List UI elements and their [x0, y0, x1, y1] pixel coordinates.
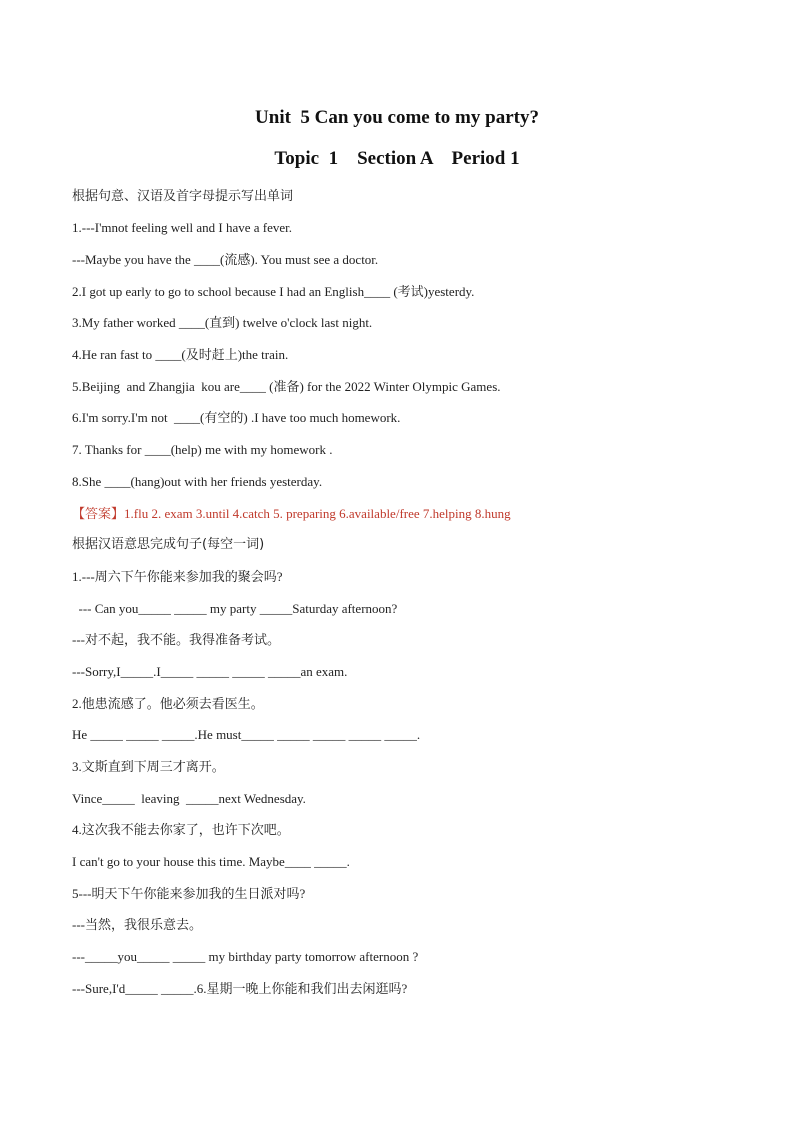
exercise-line: 5---明天下午你能来参加我的生日派对吗? — [72, 886, 306, 901]
exercise-line: 3.My father worked ____(直到) twelve o'clock last night. — [72, 315, 373, 330]
exercise-line: 1.---I'mnot feeling well and I have a fever. — [72, 220, 292, 235]
exercise-line: ---Sure,I'd_____ _____.6.星期一晚上你能和我们出去闲逛吗? — [72, 981, 408, 996]
exercise-line: 8.She ____(hang)out with her friends yesterday. — [72, 474, 323, 489]
exercise-line: 1.---周六下午你能来参加我的聚会吗? — [72, 569, 283, 584]
exercise-line: ---对不起，我不能。我得准备考试。 — [72, 632, 280, 647]
exercise-line: 4.这次我不能去你家了，也许下次吧。 — [72, 822, 290, 837]
exercise-line: 6.I'm sorry.I'm not ____(有空的) .I have too much homework. — [72, 410, 401, 425]
exercise-line: ---Sorry,I_____.I_____ _____ _____ _____an exam. — [72, 664, 348, 679]
exercise-line: ---当然，我很乐意去。 — [72, 917, 202, 932]
exercise-line: 5.Beijing and Zhangjia kou are____ (准备) for the 2022 Winter Olympic Games. — [72, 379, 501, 394]
answer-key: 【答案】1.flu 2. exam 3.until 4.catch 5. preparing 6.available/free 7.helping 8.hung — [72, 506, 511, 521]
exercise-line: Vince_____ leaving _____next Wednesday. — [72, 791, 306, 806]
exercise-line: I can't go to your house this time. Maybe____ _____. — [72, 854, 350, 869]
exercise-line: --- Can you_____ _____ my party _____Saturday afternoon? — [72, 601, 398, 616]
exercise-line: 2.I got up early to go to school because I had an English____ (考试)yesterdy. — [72, 284, 475, 299]
exercise-line: 4.He ran fast to ____(及时赶上)the train. — [72, 347, 289, 362]
section-title: Topic 1 Section A Period 1 — [274, 148, 520, 169]
exercise-line: He _____ _____ _____.He must_____ _____ _____ _____ _____. — [72, 727, 421, 742]
exercise-line: ---Maybe you have the ____(流感). You must see a doctor. — [72, 252, 379, 267]
exercise-line: 3.文斯直到下周三才离开。 — [72, 759, 225, 774]
part1-heading: 根据句意、汉语及首字母提示写出单词 — [72, 189, 294, 204]
part2-heading: 根据汉语意思完成句子(每空一词) — [72, 537, 265, 552]
exercise-line: 7. Thanks for ____(help) me with my homework . — [72, 442, 333, 457]
unit-title: Unit 5 Can you come to my party? — [255, 107, 539, 128]
exercise-line: ---_____you_____ _____ my birthday party tomorrow afternoon ? — [72, 949, 419, 964]
exercise-line: 2.他患流感了。他必须去看医生。 — [72, 696, 264, 711]
